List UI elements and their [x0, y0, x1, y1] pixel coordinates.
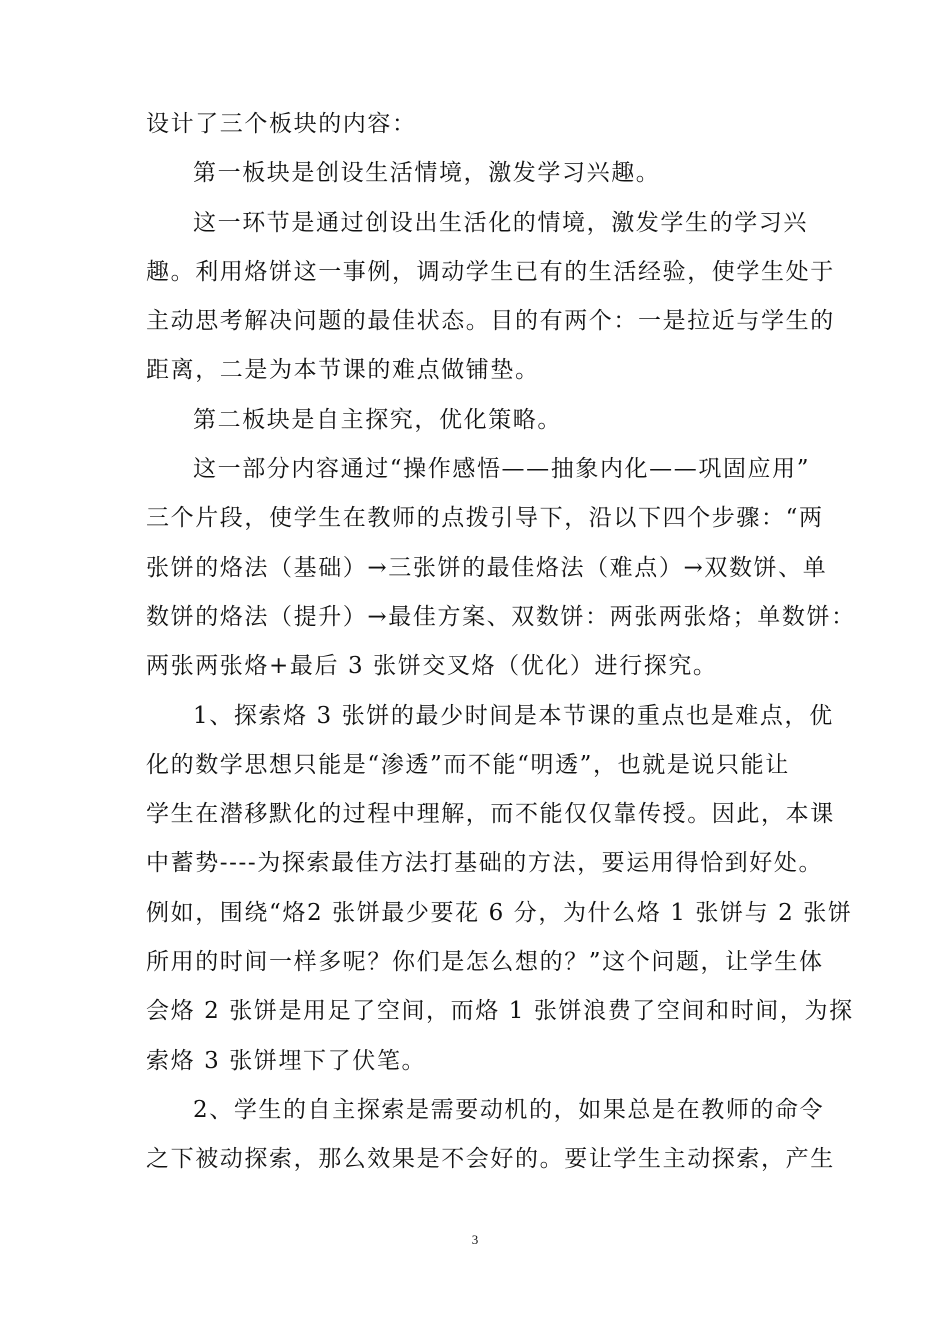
text-line: 会烙 2 张饼是用足了空间，而烙 1 张饼浪费了空间和时间，为探	[146, 998, 854, 1025]
text-line: 索烙 3 张饼埋下了伏笔。	[146, 1047, 427, 1074]
text-line: 两张两张烙+最后 3 张饼交叉烙（优化）进行探究。	[146, 653, 718, 680]
text-line: 例如，围绕“烙2 张饼最少要花 6 分，为什么烙 1 张饼与 2 张饼	[146, 899, 853, 926]
text-line: 这一部分内容通过“操作感悟——抽象内化——巩固应用”	[193, 456, 811, 483]
text-line: 之下被动探索，那么效果是不会好的。要让学生主动探索，产生	[146, 1146, 835, 1173]
text-line: 设计了三个板块的内容：	[146, 111, 417, 137]
text-line: 2、学生的自主探索是需要动机的，如果总是在教师的命令	[193, 1096, 825, 1123]
text-line: 趣。利用烙饼这一事例，调动学生已有的生活经验，使学生处于	[146, 258, 835, 285]
text-line: 中蓄势----为探索最佳方法打基础的方法，要运用得恰到好处。	[146, 850, 824, 877]
section-heading: 第一板块是创设生活情境，激发学习兴趣。	[193, 160, 661, 187]
text-line: 所用的时间一样多呢？你们是怎么想的？”这个问题，让学生体	[146, 949, 824, 976]
text-line: 距离，二是为本节课的难点做铺垫。	[146, 357, 540, 384]
text-line: 三个片段，使学生在教师的点拨引导下，沿以下四个步骤：“两	[146, 505, 824, 532]
page-number: 3	[471, 1232, 479, 1247]
section-heading: 第二板块是自主探究，优化策略。	[193, 406, 562, 433]
text-line: 主动思考解决问题的最佳状态。目的有两个：一是拉近与学生的	[146, 308, 835, 335]
document-body	[146, 100, 856, 1185]
text-line: 1、探索烙 3 张饼的最少时间是本节课的重点也是难点，优	[193, 702, 834, 729]
text-line: 学生在潜移默化的过程中理解，而不能仅仅靠传授。因此，本课	[146, 801, 835, 828]
text-line: 这一环节是通过创设出生活化的情境，激发学生的学习兴	[193, 209, 808, 236]
text-line: 化的数学思想只能是“渗透”而不能“明透”，也就是说只能让	[146, 751, 790, 778]
text-line: 张饼的烙法（基础）→三张饼的最佳烙法（难点）→双数饼、单	[146, 554, 828, 581]
text-line: 数饼的烙法（提升）→最佳方案、双数饼：两张两张烙；单数饼：	[146, 603, 856, 630]
